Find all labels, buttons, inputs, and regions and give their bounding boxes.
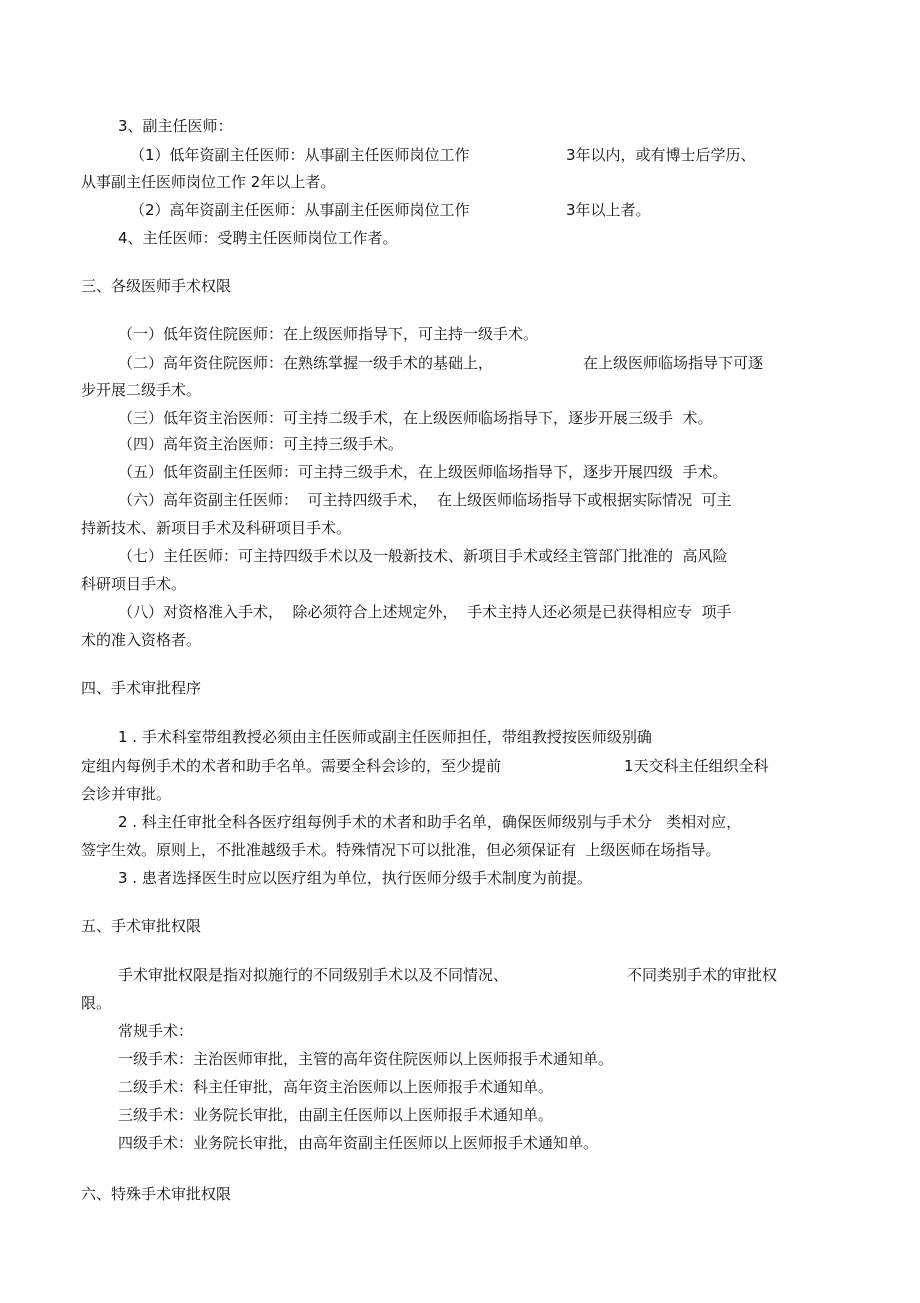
rights-item-7b: 科研项目手术。 — [81, 575, 187, 593]
rights-item-2c: 步开展二级手术。 — [81, 381, 202, 399]
approval-intro-a: 手术审批权限是指对拟施行的不同级别手术以及不同情况、 — [118, 966, 509, 984]
heading-surgery-rights: 三、各级医师手术权限 — [81, 277, 232, 295]
item3-sub1-line2: 从事副主任医师岗位工作 2年以上者。 — [81, 173, 336, 191]
rights-item-5: （五）低年资副主任医师：可主持三级手术，在上级医师临场指导下，逐步开展四级 手术。 — [118, 463, 728, 481]
item3-sub1-line1-a: （1）低年资副主任医师：从事副主任医师岗位工作 — [130, 146, 470, 164]
process-p2-line1: 2 . 科主任审批全科各医疗组每例手术的术者和助手名单，确保医师级别与手术分 类相对应， — [118, 813, 742, 831]
routine-label: 常规手术： — [118, 1022, 194, 1040]
item4: 4、主任医师：受聘主任医师岗位工作者。 — [118, 229, 398, 247]
rights-item-8b: 术的准入资格者。 — [81, 631, 202, 649]
process-p3: 3 . 患者选择医生时应以医疗组为单位，执行医师分级手术制度为前提。 — [118, 869, 592, 887]
level-3: 三级手术：业务院长审批，由副主任医师以上医师报手术通知单。 — [118, 1106, 554, 1124]
rights-item-7a: （七）主任医师：可主持四级手术以及一般新技术、新项目手术或经主管部门批准的 高风险 — [118, 547, 728, 565]
heading-special-approval: 六、特殊手术审批权限 — [81, 1185, 232, 1203]
rights-item-6b: 持新技术、新项目手术及科研项目手术。 — [81, 519, 352, 537]
level-1: 一级手术：主治医师审批，主管的高年资住院医师以上医师报手术通知单。 — [118, 1050, 614, 1068]
level-2: 二级手术：科主任审批，高年资主治医师以上医师报手术通知单。 — [118, 1078, 554, 1096]
item3-title: 3、副主任医师： — [118, 117, 233, 135]
level-4: 四级手术：业务院长审批，由高年资副主任医师以上医师报手术通知单。 — [118, 1134, 599, 1152]
rights-item-6a: （六）高年资副主任医师： 可主持四级手术， 在上级医师临场指导下或根据实际情况 可主 — [118, 491, 732, 509]
item3-sub2-b: 3年以上者。 — [566, 201, 651, 219]
item3-sub2-a: （2）高年资副主任医师：从事副主任医师岗位工作 — [130, 201, 470, 219]
approval-intro-b: 不同类别手术的审批权 — [627, 966, 778, 984]
rights-item-8a: （八）对资格准入手术， 除必须符合上述规定外， 手术主持人还必须是已获得相应专 项手 — [118, 603, 732, 621]
process-p1-line1: 1 . 手术科室带组教授必须由主任医师或副主任医师担任，带组教授按医师级别确 — [118, 728, 652, 746]
rights-item-1: （一）低年资住院医师：在上级医师指导下，可主持一级手术。 — [118, 325, 539, 343]
process-p1-line2-a: 定组内每例手术的术者和助手名单。需要全科会诊的，至少提前 — [81, 757, 502, 775]
process-p2-line2: 签字生效。原则上，不批准越级手术。特殊情况下可以批准，但必须保证有 上级医师在场指导。 — [81, 841, 721, 859]
heading-approval-rights: 五、手术审批权限 — [81, 917, 202, 935]
process-p1-line3: 会诊并审批。 — [81, 785, 172, 803]
rights-item-2b: 在上级医师临场指导下可逐 — [583, 354, 764, 372]
process-p1-line2-b: 1天交科主任组织全科 — [624, 757, 769, 775]
rights-item-4: （四）高年资主治医师：可主持三级手术。 — [118, 435, 404, 453]
rights-item-2a: （二）高年资住院医师：在熟练掌握一级手术的基础上， — [118, 354, 494, 372]
heading-approval-process: 四、手术审批程序 — [81, 679, 202, 697]
item3-sub1-line1-b: 3年以内，或有博士后学历、 — [566, 146, 756, 164]
approval-intro-line2: 限。 — [81, 994, 112, 1012]
rights-item-3: （三）低年资主治医师：可主持二级手术，在上级医师临场指导下，逐步开展三级手 术。 — [118, 409, 713, 427]
